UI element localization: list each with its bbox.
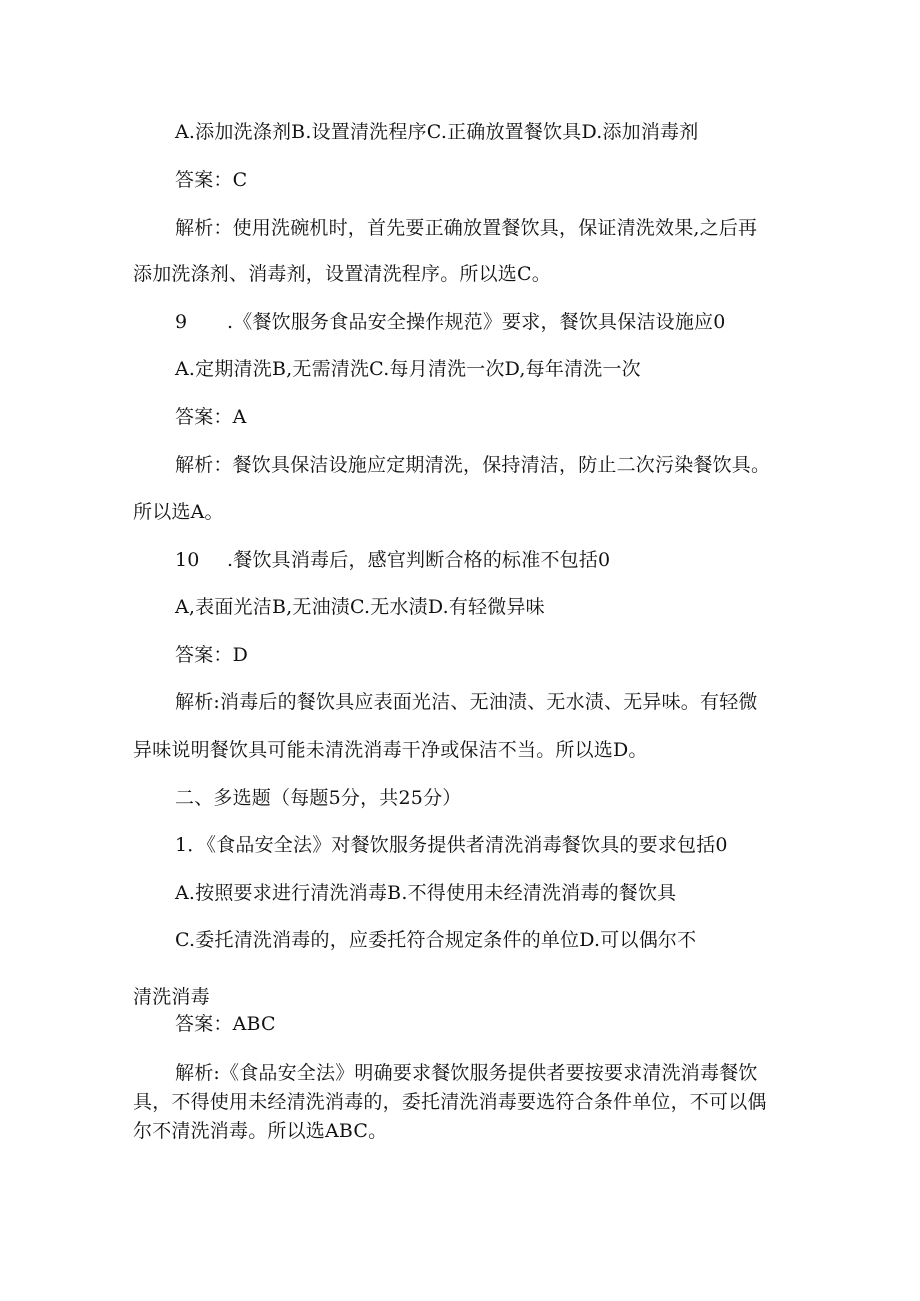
q9-analysis-line-2: 所以选A。 xyxy=(133,501,224,523)
mc1-options-line-2: C.委托清洗消毒的，应委托符合规定条件的单位D.可以偶尔不 xyxy=(175,929,697,951)
q9-question xyxy=(175,310,726,334)
mc1-answer: 答案：ABC xyxy=(175,1013,276,1035)
q10-answer: 答案：D xyxy=(175,644,249,666)
q10-text: .餐饮具消毒后，感官判断合格的标准不包括0 xyxy=(227,549,611,571)
q8-analysis-line-1: 解析：使用洗碗机时，首先要正确放置餐饮具，保证清洗效果,之后再 xyxy=(175,217,758,239)
q8-analysis-line-2: 添加洗涤剂、消毒剂，设置清洗程序。所以选C。 xyxy=(133,263,551,285)
q10-analysis-line-1: 解析:消毒后的餐饮具应表面光洁、无油渍、无水渍、无异味。有轻微 xyxy=(175,691,758,713)
mc1-analysis-line-2: 具，不得使用未经清洗消毒的，委托清洗消毒要选符合条件单位，不可以偶 xyxy=(133,1091,767,1113)
q9-analysis-line-1: 解析：餐饮具保洁设施应定期清洗，保持清洁，防止二次污染餐饮具。 xyxy=(175,454,771,476)
mc1-options-line-1: A.按照要求进行清洗消毒B.不得使用未经清洗消毒的餐饮具 xyxy=(175,882,677,904)
q10-options: A,表面光洁B,无油渍C.无水渍D.有轻微异味 xyxy=(175,596,545,618)
q8-options: A.添加洗涤剂B.设置清洗程序C.正确放置餐饮具D.添加消毒剂 xyxy=(175,121,699,143)
q9-number: 9 xyxy=(175,311,188,333)
q10-number: 10 xyxy=(175,549,200,571)
section-heading-multiple-choice: 二、多选题（每题5分，共25分） xyxy=(175,787,462,809)
q10-analysis-line-2: 异味说明餐饮具可能未清洗消毒干净或保洁不当。所以选D。 xyxy=(133,739,648,761)
q9-options: A.定期清洗B,无需清洗C.每月清洗一次D,每年清洗一次 xyxy=(175,358,641,380)
mc1-analysis-line-3: 尔不清洗消毒。所以选ABC。 xyxy=(133,1120,388,1142)
q9-answer: 答案：A xyxy=(175,406,247,428)
mc1-options-line-3: 清洗消毒 xyxy=(133,986,210,1008)
q9-text: .《餐饮服务食品安全操作规范》要求，餐饮具保洁设施应0 xyxy=(227,311,726,333)
mc1-analysis-line-1: 解析:《食品安全法》明确要求餐饮服务提供者要按要求清洗消毒餐饮 xyxy=(175,1062,758,1084)
q8-answer: 答案：C xyxy=(175,169,248,191)
q10-question xyxy=(175,548,610,572)
mc1-question: 1．《食品安全法》对餐饮服务提供者清洗消毒餐饮具的要求包括0 xyxy=(175,834,728,856)
